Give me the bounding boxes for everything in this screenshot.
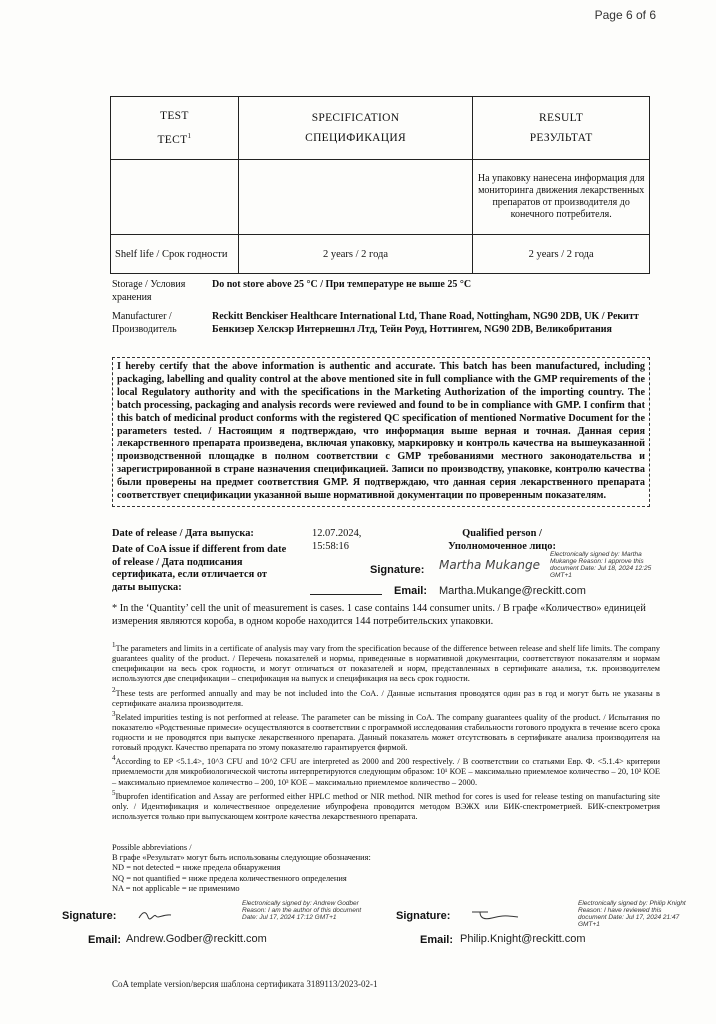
table-row	[111, 160, 650, 235]
qualified-person-label: Qualified person / Уполномоченное лицо:	[448, 528, 556, 552]
storage-value: Do not store above 25 °C / При температуре не выше 25 °C	[212, 279, 472, 290]
left-e-signature-stamp: Electronically signed by: Andrew Godber Reason: I am the author of this document Date: Jul 17, 2024 17:12 GMT+1	[242, 900, 362, 921]
footnote-5: $^5$Ibuprofen identification and Assay are performed either HPLC method or NIR method. NIR method for cores is used for release testing on manufacturing site only. / Идентификация и количественное определение ибупрофена проводится методом ВЭЖХ или БИК-спектрометрией. БИК-спектрометрия используется только при выпускающем контроле качества лекарственного препарата.	[112, 788, 660, 822]
e-signature-stamp: Electronically signed by: Martha Mukange Reason: I approve this document Date: Jul 18, 2024 12:25 GMT+1	[550, 551, 652, 579]
storage-row	[112, 278, 652, 304]
abbreviations-subtitle: В графе «Результат» могут быть использованы следующие обозначения:	[112, 853, 371, 863]
table-row	[111, 235, 650, 274]
abbreviations-title: Possible abbreviations /	[112, 843, 192, 852]
manufacturer-label: Manufacturer / Производитель	[112, 311, 177, 335]
release-date-label: Date of release / Дата выпуска:	[112, 528, 254, 539]
product-info	[112, 278, 652, 342]
specification-table	[110, 96, 650, 274]
right-email-value: Philip.Knight@reckitt.com	[460, 933, 586, 945]
abbreviation-item: ND = not detected = ниже предела обнаружения	[112, 863, 281, 873]
header-test: TEST ТЕСТ$^1$	[111, 97, 239, 160]
abbreviation-item: NA = not applicable = не применимо	[112, 883, 240, 893]
divider	[310, 594, 382, 595]
footnote-3: $^3$Related impurities testing is not performed at release. The parameter can be missing in CoA. The company guarantees quality of the product. / Испытания по показателю «Родственные примеси» осуществляются в соответствии с программой исследования стабильности готового продукта в течение всего срока годности и не проводятся при выпуске лекарственного препарата. Данный показатель может отсутствовать в сертификате анализа производителя на готовый продукт. Качество препарата по этому показателю гарантируется фирмой.	[112, 709, 660, 753]
manufacturer-row	[112, 310, 652, 336]
left-signature-image	[138, 908, 172, 926]
signature-label: Signature:	[370, 564, 425, 576]
right-email-label: Email:	[420, 934, 454, 946]
header-specification: SPECIFICATION СПЕЦИФИКАЦИЯ	[238, 97, 473, 160]
coa-date-label: Date of CoA issue if different from date of release / Дата подписания сертификата, если отличается от даты выпуска:	[112, 544, 287, 593]
shelf-life-label: Shelf life / Срок годности	[111, 235, 239, 274]
right-signature-image	[470, 906, 520, 927]
signature-image: Martha Mukange	[439, 558, 540, 572]
footnote-4: $^4$According to EP <5.1.4>, 10^3 CFU and 10^2 CFU are interpreted as 2000 and 200 respectively. / В соответствии со статьями Евр. Ф. <5.1.4> критерии приемлемости для микробиологической чистоты интерпретируются следующим образом: 10¹ КОЕ – максимально приемлемое количество – 20, 10² КОЕ – максимально приемлемое количество – 200, 10³ КОЕ – максимально приемлемое количество – 2000.	[112, 754, 660, 787]
left-email-value: Andrew.Godber@reckitt.com	[126, 933, 267, 945]
manufacturer-value: Reckitt Benckiser Healthcare International Ltd, Thane Road, Nottingham, NG90 2DB, UK / Рекитт Бенкизер Хелскэр Интернешнл Лтд, Тейн Роуд, Ноттингем, NG90 2DB, Великобритания	[212, 311, 639, 335]
tracking-note: На упаковку нанесена информация для мониторинга движения лекарственных препаратов от производителя до конечного потребителя.	[473, 160, 650, 235]
table-header-row	[111, 97, 650, 160]
email-label: Email:	[394, 585, 428, 597]
header-result: RESULT РЕЗУЛЬТАТ	[473, 97, 650, 160]
left-signature-label: Signature:	[62, 910, 117, 922]
release-time-value: 15:58:16	[312, 541, 349, 552]
left-email-label: Email:	[88, 934, 122, 946]
shelf-life-result: 2 years / 2 года	[473, 235, 650, 274]
right-e-signature-stamp: Electronically signed by: Philip Knight Reason: I have reviewed this document Date: Jul 17, 2024 21:47 GMT+1	[578, 900, 686, 928]
email-value: Martha.Mukange@reckitt.com	[439, 585, 586, 597]
abbreviation-item: NQ = not quantified = ниже предела количественного определения	[112, 873, 347, 883]
release-date-value: 12.07.2024,	[312, 528, 362, 539]
shelf-life-spec: 2 years / 2 года	[238, 235, 473, 274]
footnote-2: $^2$These tests are performed annually and may be not included into the CoA. / Данные испытания проводятся один раз в год и могут быть не указаны в сертификате анализа производителя.	[112, 685, 660, 708]
quantity-note: * In the ‘Quantity’ cell the unit of measurement is cases. 1 case contains 144 consumer units. / В графе «Количество» единицей измерения являются короба, в одном коробе находится 144 потребительских упаковки.	[112, 603, 646, 627]
abbreviations	[112, 843, 660, 894]
certification-statement: I hereby certify that the above information is authentic and accurate. This batch has been manufactured, including packaging, labelling and quality control at the above mentioned site in full compliance with the GMP requirements of the local Regulatory authority and with the specifications in the Marketing Authorization of the importing country. The batch processing, packaging and analysis records were reviewed and found to be in compliance with GMP. I confirm that this batch of medicinal product conforms with the registered QC specification of mentioned Normative Document for the parameters tested. / Настоящим я подтверждаю, что информация выше верная и точная. Данная серия лекарственного препарата произведена, включая упаковку, маркировку и контроль качества на вышеуказанной производственной площадке в полном соответствии с GMP требованиями местного законодательства и зарегистрированной в стране назначения спецификацией. Записи по производству, упаковке, контролю качества были проверены на предмет соответствия GMP. Я подтверждаю, что данная серия лекарственного препарата соответствует спецификации указанной выше нормативной документации по проверенным показателям.	[112, 357, 650, 507]
page-number: Page 6 of 6	[594, 8, 656, 22]
template-version: CoA template version/версия шаблона сертификата 3189113/2023-02-1	[112, 979, 378, 989]
right-signature-label: Signature:	[396, 910, 451, 922]
footnotes	[112, 640, 660, 822]
footnote-1: $^1$The parameters and limits in a certificate of analysis may vary from the specification because of the difference between release and shelf life limits. The company guarantees quality of the product. / Перечень показателей и нормы, приведенные в нормативной документации, соответствуют показателям и нормам спецификации на весь срок годности, и могут отличаться от показателей и норм, представленных в сертификате анализа, т.к. производителем используются две спецификации – спецификация на выпуск и спецификация на весь срок годности.	[112, 641, 660, 684]
storage-label: Storage / Условия хранения	[112, 279, 186, 303]
